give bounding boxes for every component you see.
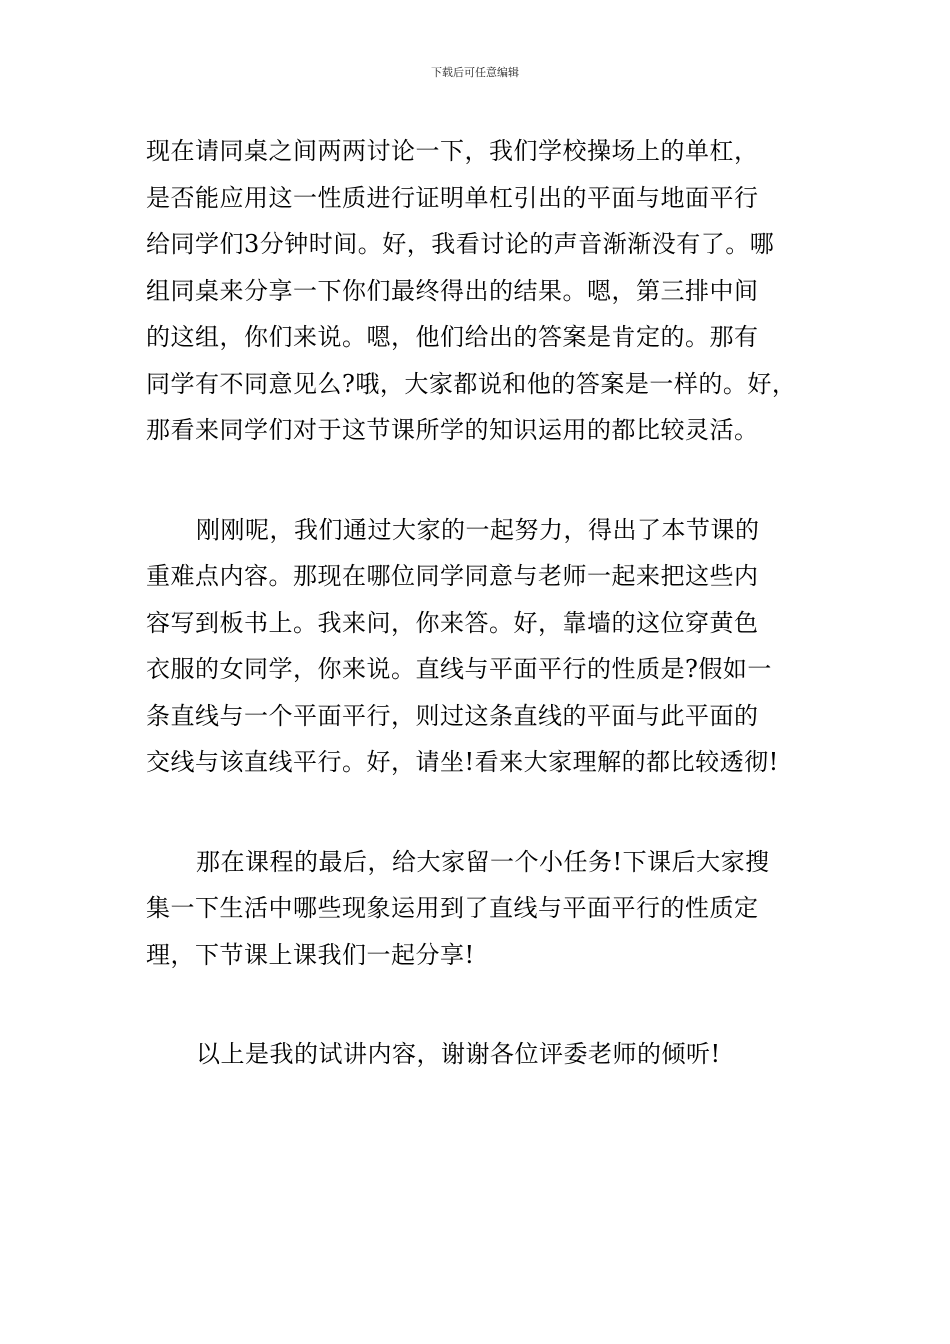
text-line: 的这组，你们来说。嗯，他们给出的答案是肯定的。那有 bbox=[146, 323, 759, 351]
document-body bbox=[146, 128, 826, 1078]
paragraph-4 bbox=[146, 1031, 826, 1078]
paragraph-3 bbox=[146, 839, 826, 979]
text-line: 组同桌来分享一下你们最终得出的结果。嗯，第三排中间 bbox=[146, 276, 759, 305]
paragraph-1 bbox=[146, 128, 826, 454]
text-line: 以上是我的试讲内容，谢谢各位评委老师的倾听! bbox=[196, 1040, 721, 1068]
text-line: 重难点内容。那现在哪位同学同意与老师一起来把这些内 bbox=[146, 562, 759, 590]
text-line: 那在课程的最后，给大家留一个小任务!下课后大家搜 bbox=[196, 847, 770, 876]
paragraph-gap bbox=[146, 978, 826, 1031]
text-line: 集一下生活中哪些现象运用到了直线与平面平行的性质定 bbox=[146, 894, 759, 922]
text-line: 那看来同学们对于这节课所学的知识运用的都比较灵活。 bbox=[146, 416, 759, 444]
text-line: 同学有不同意见么?哦，大家都说和他的答案是一样的。好， bbox=[146, 369, 797, 398]
paragraph-gap bbox=[146, 454, 826, 507]
page-header: 下载后可任意编辑 bbox=[431, 66, 519, 79]
text-line: 是否能应用这一性质进行证明单杠引出的平面与地面平行 bbox=[146, 183, 759, 212]
text-line: 衣服的女同学，你来说。直线与平面平行的性质是?假如一 bbox=[146, 655, 772, 683]
text-line: 给同学们3分钟时间。好，我看讨论的声音渐渐没有了。哪 bbox=[146, 230, 775, 258]
text-line: 刚刚呢，我们通过大家的一起努力，得出了本节课的 bbox=[196, 515, 760, 544]
text-line: 交线与该直线平行。好，请坐!看来大家理解的都比较透彻! bbox=[146, 748, 779, 776]
text-line: 容写到板书上。我来问，你来答。好，靠墙的这位穿黄色 bbox=[146, 608, 759, 637]
text-line: 条直线与一个平面平行，则过这条直线的平面与此平面的 bbox=[146, 701, 759, 730]
text-line: 理，下节课上课我们一起分享! bbox=[146, 940, 475, 969]
paragraph-2 bbox=[146, 507, 826, 786]
text-line: 现在请同桌之间两两讨论一下，我们学校操场上的单杠， bbox=[146, 137, 759, 165]
paragraph-gap bbox=[146, 786, 826, 839]
